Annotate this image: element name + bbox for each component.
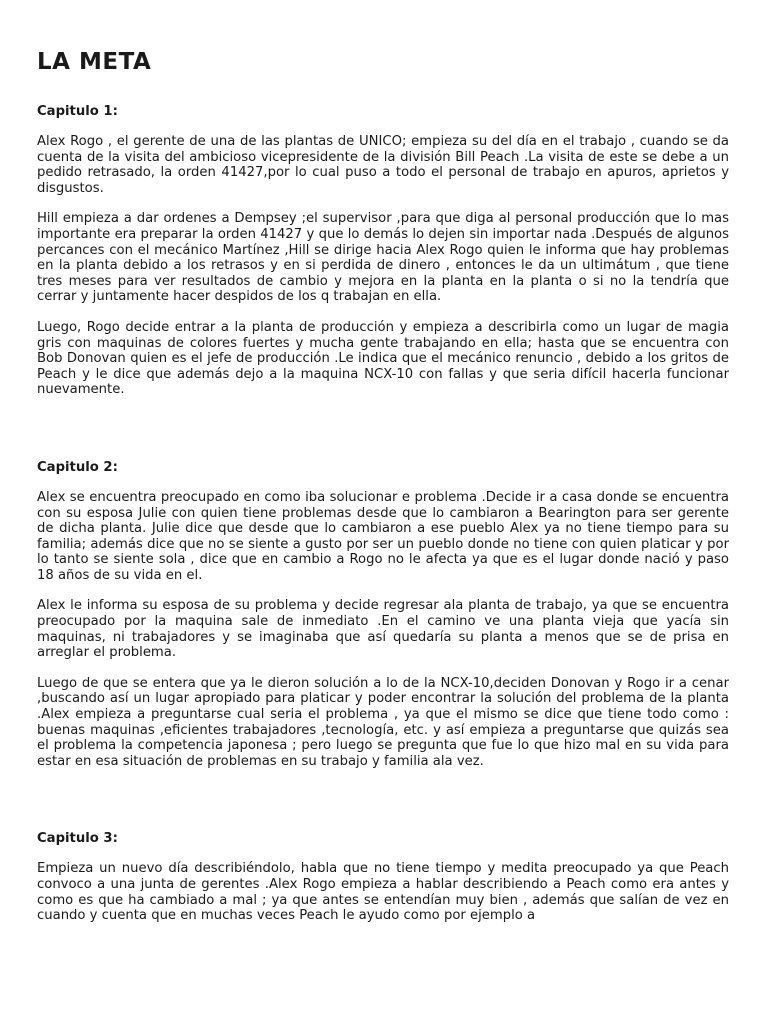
chapter-1 bbox=[37, 104, 729, 398]
spacer bbox=[37, 784, 729, 831]
paragraph: Alex Rogo , el gerente de una de las plantas de UNICO; empieza su del día en el trabajo , cuando se da cuenta de la visita del ambicioso vicepresidente de la división Bill Peach .La visita de este se debe a un pedido retrasado, la orden 41427,por lo cual puso a todo el personal de trabajo en apuros, aprietos y disgustos. bbox=[37, 134, 729, 196]
chapter-heading: Capitulo 3: bbox=[37, 831, 118, 847]
chapter-heading: Capitulo 1: bbox=[37, 104, 118, 119]
document-page bbox=[37, 48, 729, 939]
paragraph: Alex se encuentra preocupado en como iba solucionar e problema .Decide ir a casa donde se encuentra con su esposa Julie con quien tiene problemas desde que lo cambiaron a Bearington para ser gerente de dicha planta. Julie dice que desde que lo cambiaron a ese pueblo Alex ya no tiene tiempo para su familia; además dice que no se siente a gusto por ser un pueblo donde no tiene con quien platicar y por lo tanto se siente sola , dice que en cambio a Rogo no le afecta ya que es el lugar donde nació y paso 18 años de su vida en el. bbox=[37, 489, 729, 583]
chapter-heading: Capitulo 2: bbox=[37, 459, 118, 475]
paragraph: Alex le informa su esposa de su problema y decide regresar ala planta de trabajo, ya que se encuentra preocupado por la maquina sale de inmediato .En el camino ve una planta vieja que yacía sin maquinas, ni trabajadores y se imaginaba que así quedaría su planta a menos que se de prisa en arreglar el problema. bbox=[37, 598, 729, 661]
chapter-2 bbox=[37, 460, 729, 770]
paragraph: Hill empieza a dar ordenes a Dempsey ;el supervisor ,para que diga al personal producción que lo mas importante era preparar la orden 41427 y que lo demás lo dejen sin importar nada .Después de algunos percances con el mecánico Martínez ,Hill se dirige hacia Alex Rogo quien le informa que hay problemas en la planta debido a los retrasos y en si perdida de dinero , entonces le da un ultimátum , que tiene tres meses para ver resultados de cambio y mejora en la planta en la planta o si no la tendría que cerrar y juntamente hacer despidos de los q trabajan en ella. bbox=[37, 211, 729, 305]
paragraph: Empieza un nuevo día describiéndolo, habla que no tiene tiempo y medita preocupado ya que Peach convoco a una junta de gerentes .Alex Rogo empieza a hablar describiendo a Peach como era antes y como es que ha cambiado a mal ; ya que antes se entendían muy bien , además que salían de vez en cuando y cuenta que en muchas veces Peach le ayudo como por ejemplo a bbox=[37, 861, 729, 924]
paragraph: Luego, Rogo decide entrar a la planta de producción y empieza a describirla como un lugar de magia gris con maquinas de colores fuertes y mucha gente trabajando en ella; hasta que se encuentra con Bob Donovan quien es el jefe de producción .Le indica que el mecánico renuncio , debido a los gritos de Peach y le dice que además dejo a la maquina NCX-10 con fallas y que seria difícil hacerla funcionar nuevamente. bbox=[37, 319, 729, 398]
spacer bbox=[37, 413, 729, 460]
document-title: LA META bbox=[37, 49, 152, 75]
paragraph: Luego de que se entera que ya le dieron solución a lo de la NCX-10,deciden Donovan y Rogo ir a cenar ,buscando así un lugar apropiado para platicar y poder encontrar la solución del problema de la planta .Alex empieza a preguntarse cual seria el problema , ya que el mismo se dice que tiene todo como : buenas maquinas ,eficientes trabajadores ,tecnología, etc. y así empieza a preguntarse que quizás sea el problema la competencia japonesa ; pero luego se pregunta que fue lo que hizo mal en su vida para estar en esa situación de problemas en su trabajo y familia ala vez. bbox=[37, 675, 729, 769]
chapter-3 bbox=[37, 831, 729, 923]
